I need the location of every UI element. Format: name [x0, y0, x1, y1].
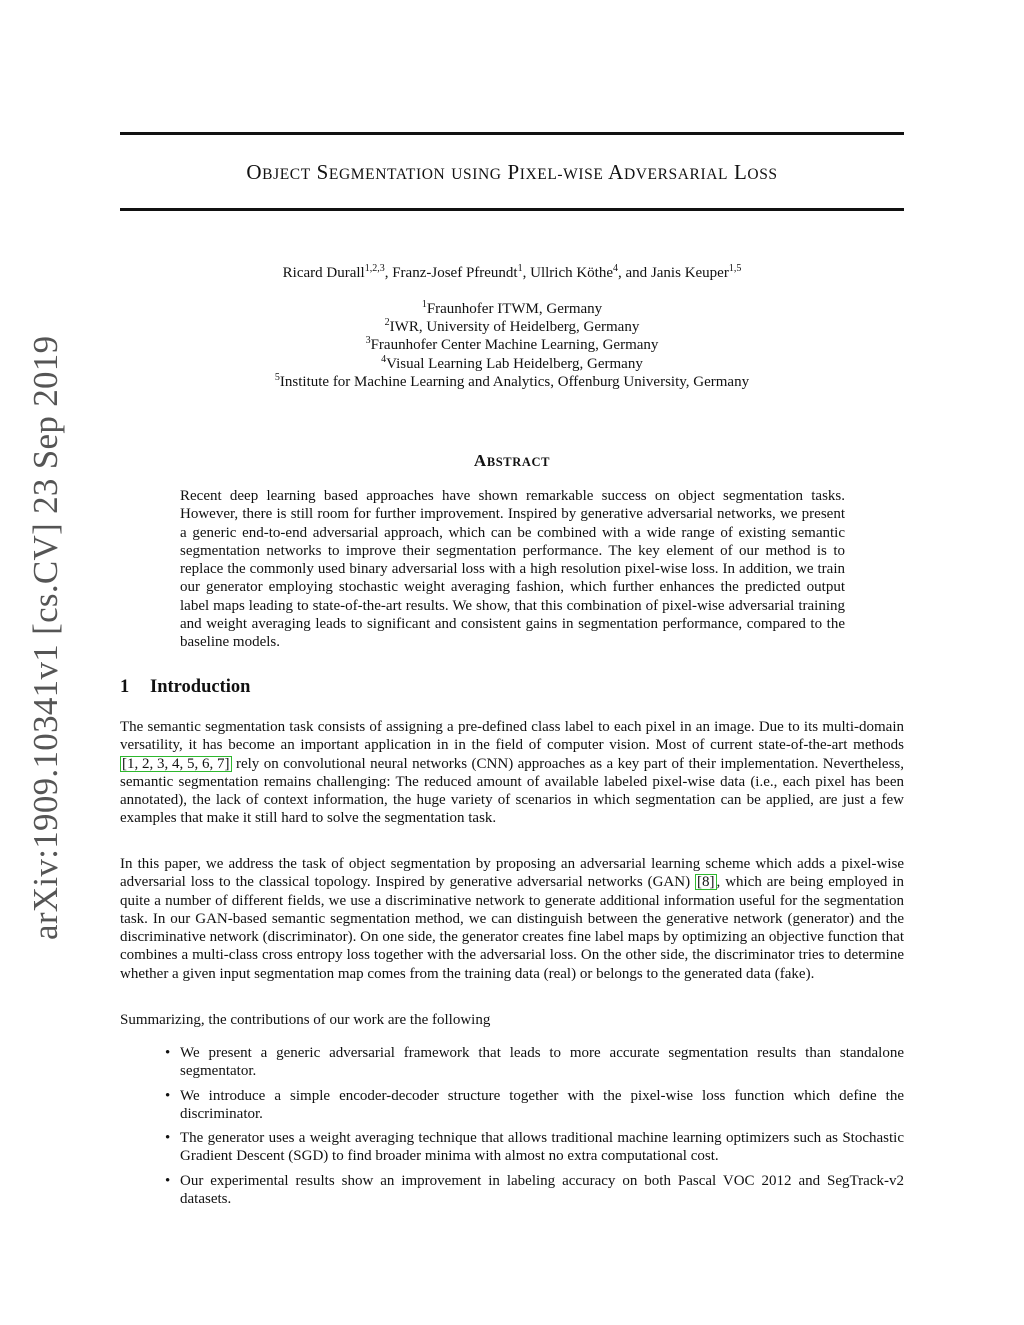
author-list	[120, 265, 904, 282]
intro-paragraph-2: In this paper, we address the task of object segmentation by proposing an adversarial learning scheme which adds a pixel-wise adversarial loss to the classical topology. Inspired by generative adversarial networks (GAN) [8] , which are being employed in quite a number of different fields, we use a discriminative network to generate additional information useful for the segmentation task. In our GAN-based semantic segmentation method, we can distinguish between the generative network (generator) and the discriminative network (discriminator). On one side, the generator creates fine label maps by optimizing an objective function that combines a multi-class cross entropy loss together with the adversarial loss. On the other side, the discriminator tries to determine whether a given input segmentation map comes from the training data (real) or belongs to the generated data (fake).	[120, 856, 904, 982]
contributions-list	[165, 1044, 904, 1214]
paper-title: OBJECT SEGMENTATION USING PIXEL-WISE ADVERSARIAL LOSS	[246, 160, 778, 184]
intro-paragraph-3: Summarizing, the contributions of our work are the following	[120, 1012, 491, 1028]
intro-paragraph-1: The semantic segmentation task consists of assigning a pre-defined class label to each pixel in an image. Due to its multi-domain versatility, it has become an important application in in the field of computer vision. Most of current state-of-the-art methods [1, 2, 3, 4, 5, 6, 7] rely on convolutional neural networks (CNN) approaches as a key part of their implementation. Nevertheless, semantic segmentation remains challenging: The reduced amount of available labeled pixel-wise data (i.e., each pixel has been annotated), the lack of context information, the huge variety of scenarios in which segmentation can be applied, are just a few examples that make it still hard to solve the segmentation task.	[120, 719, 904, 827]
list-item: • Our experimental results show an improvement in labeling accuracy on both Pascal VOC 2012 and SegTrack-v2 datasets.	[165, 1172, 904, 1208]
affiliation-list	[120, 300, 904, 391]
affiliation: $^1$Fraunhofer ITWM, Germany	[421, 299, 603, 317]
list-item: • We introduce a simple encoder-decoder structure together with the pixel-wise loss function which define the discriminator.	[165, 1087, 904, 1122]
citation-link[interactable]: [1, 2, 3, 4, 5, 6, 7]	[122, 755, 230, 772]
bullet-icon: •	[165, 1172, 171, 1189]
section-title: Introduction	[150, 677, 251, 697]
bullet-icon: •	[165, 1130, 171, 1147]
affiliation: $^5$Institute for Machine Learning and Analytics, Offenburg University, Germany	[274, 371, 750, 390]
citation-link[interactable]: [8]	[697, 874, 715, 891]
author: Franz-Josef Pfreundt$^1$,	[392, 263, 531, 281]
section-number: 1	[120, 677, 130, 697]
affiliation: $^4$Visual Learning Lab Heidelberg, Germany	[381, 353, 643, 372]
affiliation: $^2$IWR, University of Heidelberg, Germany	[384, 317, 640, 336]
author: Ullrich Köthe$^4$, and	[530, 263, 651, 281]
title-rule-bottom	[120, 208, 904, 211]
author: Janis Keuper$^{1,5}$	[650, 263, 742, 281]
abstract-heading: ABSTRACT	[473, 451, 551, 470]
author: Ricard Durall$^{1,2,3}$,	[282, 263, 393, 281]
section-heading-introduction	[120, 677, 250, 698]
abstract-text: Recent deep learning based approaches have shown remarkable success on object segmentation tasks. However, there is still room for further improvement. Inspired by generative adversarial networks, we present a generic end-to-end adversarial approach, which can be combined with a wide range of existing semantic segmentation networks to improve their segmentation performance. The key element of our method is to replace the commonly used binary adversarial loss with a high resolution pixel-wise loss. In addition, we train our generator employing stochastic weight averaging fashion, which further enhances the predicted output label maps leading to state-of-the-art results. We show, that this combination of pixel-wise adversarial training and weight averaging leads to significant and consistent gains in segmentation performance, compared to the baseline models.	[180, 488, 845, 651]
bullet-icon: •	[165, 1045, 171, 1061]
list-item: • The generator uses a weight averaging technique that allows traditional machine learning optimizers such as Stochastic Gradient Descent (SGD) to find broader minima with almost no extra computational cost.	[165, 1130, 904, 1165]
affiliation: $^3$Fraunhofer Center Machine Learning, Germany	[365, 335, 659, 354]
bullet-icon: •	[165, 1087, 171, 1104]
title-rule-top	[120, 132, 904, 135]
arxiv-identifier: arXiv:1909.10341v1 [cs.CV] 23 Sep 2019	[26, 335, 65, 940]
list-item: • We present a generic adversarial framework that leads to more accurate segmentation results than standalone segmentator.	[165, 1045, 904, 1080]
